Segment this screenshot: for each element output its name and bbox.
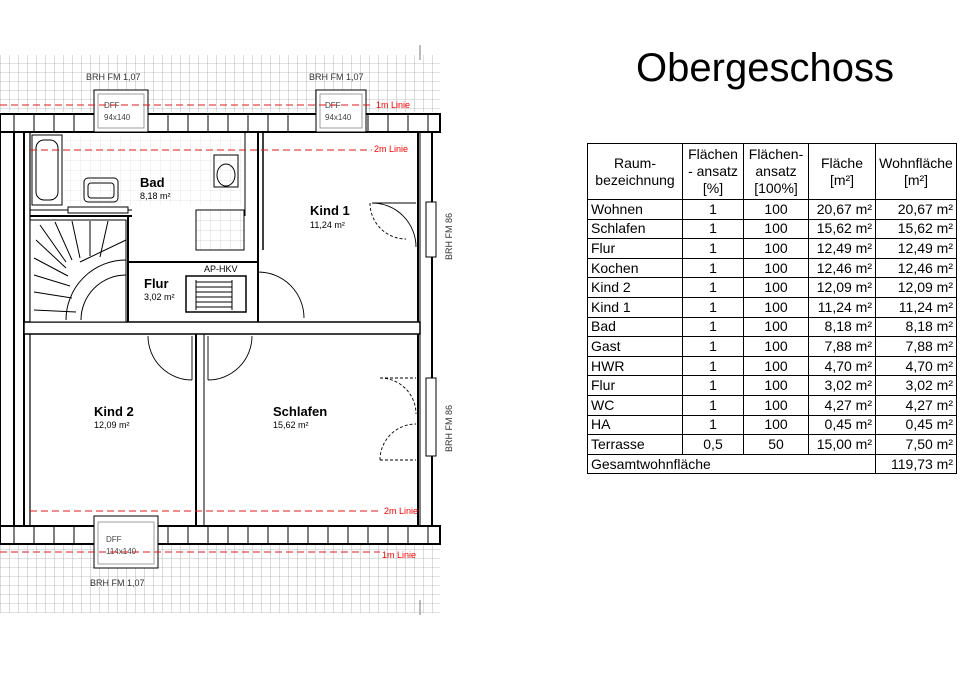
cell-living-area: 12,49 m² xyxy=(876,239,957,259)
cell-area-factor-percent: 1 xyxy=(683,376,744,396)
room-area: 11,24 m² xyxy=(310,220,345,230)
cell-area-factor-percent: 1 xyxy=(683,200,744,220)
cell-living-area: 3,02 m² xyxy=(876,376,957,396)
brh-side-lower: BRH FM 86 xyxy=(444,404,454,452)
room-name: Bad xyxy=(140,175,165,190)
room-label-kind-1 xyxy=(310,203,350,230)
page-title: Obergeschoss xyxy=(636,46,894,90)
brh-top-left: BRH FM 1,07 xyxy=(86,72,141,82)
skylight-1-size: 94x140 xyxy=(104,113,131,122)
cell-area-factor-percent: 0,5 xyxy=(683,435,744,455)
table-header-row xyxy=(588,144,957,200)
cell-living-area: 12,46 m² xyxy=(876,258,957,278)
cell-living-area: 20,67 m² xyxy=(876,200,957,220)
table-row xyxy=(588,239,957,259)
cell-room-name: Kochen xyxy=(588,258,683,278)
cell-room-name: HA xyxy=(588,415,683,435)
table-row xyxy=(588,395,957,415)
room-area: 8,18 m² xyxy=(140,191,171,201)
table-row xyxy=(588,337,957,357)
label-1m-line-top: 1m Linie xyxy=(376,100,411,110)
cell-room-name: Kind 2 xyxy=(588,278,683,298)
cell-living-area: 4,27 m² xyxy=(876,395,957,415)
table-row xyxy=(588,376,957,396)
room-name: Flur xyxy=(144,276,169,291)
skylight-2-label: DFF xyxy=(325,101,341,110)
table-row xyxy=(588,317,957,337)
bottom-wall xyxy=(0,526,440,544)
label-2m-line-top: 2m Linie xyxy=(374,144,409,154)
cell-area: 11,24 m² xyxy=(809,297,876,317)
table-row xyxy=(588,219,957,239)
cell-area-factor-percent: 1 xyxy=(683,239,744,259)
cell-area: 15,62 m² xyxy=(809,219,876,239)
skylight-window-2 xyxy=(316,90,366,132)
cell-area: 0,45 m² xyxy=(809,415,876,435)
cell-room-name: Kind 1 xyxy=(588,297,683,317)
table-row xyxy=(588,200,957,220)
cell-area-factor-100: 100 xyxy=(744,337,809,357)
cell-area-factor-percent: 1 xyxy=(683,219,744,239)
cell-area-factor-100: 100 xyxy=(744,415,809,435)
room-label-kind-2 xyxy=(94,404,134,430)
floor-plan xyxy=(0,0,460,697)
table-row xyxy=(588,278,957,298)
cell-room-name: HWR xyxy=(588,356,683,376)
cell-area-factor-100: 100 xyxy=(744,376,809,396)
cell-room-name: Schlafen xyxy=(588,219,683,239)
cell-room-name: Terrasse xyxy=(588,435,683,455)
cell-room-name: WC xyxy=(588,395,683,415)
brh-bottom: BRH FM 1,07 xyxy=(90,578,145,588)
cell-living-area: 0,45 m² xyxy=(876,415,957,435)
cell-living-area: 7,50 m² xyxy=(876,435,957,455)
cell-area-factor-percent: 1 xyxy=(683,278,744,298)
cell-area-factor-100: 100 xyxy=(744,258,809,278)
cell-area-factor-percent: 1 xyxy=(683,356,744,376)
side-window-upper xyxy=(426,202,436,257)
header-area: Fläche [m²] xyxy=(809,144,876,200)
table-row xyxy=(588,297,957,317)
room-area: 15,62 m² xyxy=(273,420,309,430)
brh-top-right: BRH FM 1,07 xyxy=(309,72,364,82)
staircase xyxy=(30,220,126,322)
cell-area-factor-percent: 1 xyxy=(683,317,744,337)
skylight-window-3 xyxy=(94,516,158,568)
cell-area-factor-percent: 1 xyxy=(683,297,744,317)
total-value: 119,73 m² xyxy=(876,454,957,474)
room-label-schlafen xyxy=(273,404,327,430)
cell-area-factor-100: 100 xyxy=(744,317,809,337)
total-label: Gesamtwohnfläche xyxy=(588,454,876,474)
skylight-window-1 xyxy=(94,90,148,132)
room-label-flur xyxy=(144,276,175,302)
roof-area-top xyxy=(0,55,440,112)
cell-area-factor-100: 100 xyxy=(744,356,809,376)
cell-area: 4,27 m² xyxy=(809,395,876,415)
room-area: 12,09 m² xyxy=(94,420,130,430)
header-area-factor-100: Flächen- ansatz [100%] xyxy=(744,144,809,200)
skylight-1-label: DFF xyxy=(104,101,120,110)
cell-area: 3,02 m² xyxy=(809,376,876,396)
table-row xyxy=(588,435,957,455)
cell-area-factor-100: 100 xyxy=(744,219,809,239)
cell-area: 8,18 m² xyxy=(809,317,876,337)
cell-living-area: 8,18 m² xyxy=(876,317,957,337)
attic-ladder xyxy=(186,276,246,312)
cell-area: 12,46 m² xyxy=(809,258,876,278)
skylight-3-size: 114x140 xyxy=(106,547,137,556)
cell-area-factor-100: 100 xyxy=(744,200,809,220)
side-window-lower xyxy=(426,378,436,456)
label-1m-line-bottom: 1m Linie xyxy=(382,550,417,560)
area-table-body xyxy=(588,200,957,455)
cell-room-name: Wohnen xyxy=(588,200,683,220)
header-room-name: Raum- bezeichnung xyxy=(588,144,683,200)
table-row xyxy=(588,415,957,435)
cell-area-factor-percent: 1 xyxy=(683,415,744,435)
label-2m-line-bottom: 2m Linie xyxy=(384,506,419,516)
cell-area-factor-100: 100 xyxy=(744,395,809,415)
area-table xyxy=(587,143,957,474)
cell-room-name: Gast xyxy=(588,337,683,357)
cell-area: 20,67 m² xyxy=(809,200,876,220)
cell-living-area: 4,70 m² xyxy=(876,356,957,376)
ap-hkv-label: AP-HKV xyxy=(204,264,238,274)
cell-room-name: Flur xyxy=(588,376,683,396)
header-living-area: Wohnfläche [m²] xyxy=(876,144,957,200)
cell-area-factor-percent: 1 xyxy=(683,258,744,278)
cell-area-factor-100: 100 xyxy=(744,297,809,317)
cell-living-area: 11,24 m² xyxy=(876,297,957,317)
cell-area-factor-100: 100 xyxy=(744,239,809,259)
skylight-2-size: 94x140 xyxy=(325,113,352,122)
brh-side-upper: BRH FM 86 xyxy=(444,212,454,260)
cell-area-factor-percent: 1 xyxy=(683,337,744,357)
skylight-3-label: DFF xyxy=(106,535,122,544)
header-area-factor-percent: Flächen - ansatz [%] xyxy=(683,144,744,200)
cell-room-name: Flur xyxy=(588,239,683,259)
table-row xyxy=(588,258,957,278)
cell-living-area: 15,62 m² xyxy=(876,219,957,239)
cell-living-area: 12,09 m² xyxy=(876,278,957,298)
room-area: 3,02 m² xyxy=(144,292,175,302)
table-total-row xyxy=(588,454,957,474)
cell-area-factor-percent: 1 xyxy=(683,395,744,415)
cell-room-name: Bad xyxy=(588,317,683,337)
roof-area-bottom xyxy=(0,545,440,613)
room-name: Schlafen xyxy=(273,404,328,419)
cell-area: 12,09 m² xyxy=(809,278,876,298)
table-row xyxy=(588,356,957,376)
cell-area: 4,70 m² xyxy=(809,356,876,376)
cell-area-factor-100: 100 xyxy=(744,278,809,298)
room-name: Kind 1 xyxy=(310,203,350,218)
cell-area-factor-100: 50 xyxy=(744,435,809,455)
top-wall xyxy=(0,114,440,132)
cell-area: 7,88 m² xyxy=(809,337,876,357)
cell-living-area: 7,88 m² xyxy=(876,337,957,357)
cell-area: 15,00 m² xyxy=(809,435,876,455)
cell-area: 12,49 m² xyxy=(809,239,876,259)
room-name: Kind 2 xyxy=(94,404,134,419)
